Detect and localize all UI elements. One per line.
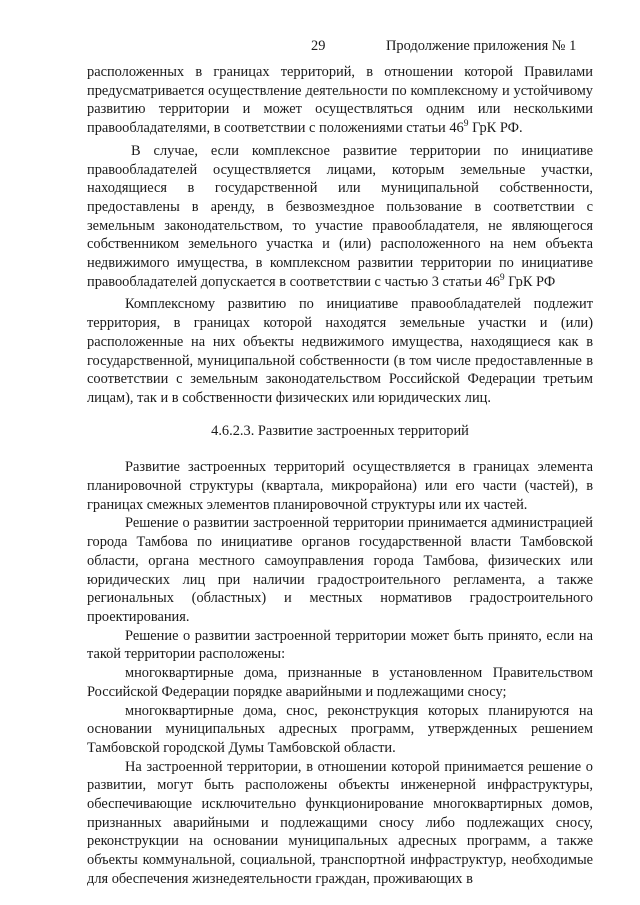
superscript: 9 xyxy=(463,119,469,130)
page-header xyxy=(0,37,640,57)
paragraph xyxy=(87,627,593,664)
paragraph-text: Комплексному развитию по инициативе правообладателей подлежит территория, в границах которой находятся земельные участки и (или) расположенные на них объекты недвижимого имущества, находящиеся как в государственной, муниципальной собственности (в том числе предоставленные в соответствии с земельным законодательством Российской Федерации третьим лицам), так и в собственности физических или юридических лиц. xyxy=(87,296,593,406)
paragraph-text: На застроенной территории, в отношении которой принимается решение о развитии, могут быть расположены объекты инженерной инфраструктуры, обеспечивающие исключительно функционирование многоквартирных домов, признанных аварийными и подлежащими сносу либо подлежащих сносу, реконструкции на основании муниципальных адресных программ, а также объекты коммунальной, социальной, транспортной инфраструктур, необходимые для обеспечения жизнедеятельности граждан, проживающих в xyxy=(87,758,593,887)
paragraph xyxy=(87,514,593,626)
superscript: 9 xyxy=(499,272,505,283)
paragraph-text: ГрК РФ xyxy=(504,273,556,290)
paragraph xyxy=(87,458,593,514)
paragraph xyxy=(87,295,593,407)
running-head: Продолжение приложения № 1 xyxy=(386,38,577,54)
paragraph-text: многоквартирные дома, признанные в установленном Правительством Российской Федерации порядке аварийными и подлежащими сносу; xyxy=(87,665,593,700)
document-body xyxy=(87,63,593,889)
list-item xyxy=(87,664,593,701)
paragraph-text: многоквартирные дома, снос, реконструкция которых планируются на основании муниципальных адресных программ, утвержденных решением Тамбовской городской Думы Тамбовской области. xyxy=(87,702,593,756)
list-item xyxy=(87,702,593,758)
paragraph-text: Решение о развитии застроенной территории может быть принято, если на такой территории расположены: xyxy=(87,627,593,663)
paragraph-text: В случае, если комплексное развитие территории по инициативе правообладателей осуществляется лицами, которым земельные участки, находящиеся в государственной или муниципальной собственности, предоставлены в аренду, в безвозмездное пользование в соответствии с земельным законодательством, то участие правообладателя, не являющегося собственником земельного участка и (или) расположенного на нем объекта недвижимого имущества, в комплексном развитии территории по инициативе правообладателей допускается в соответствии с частью 3 статьи 46 xyxy=(87,142,593,290)
paragraph-text: Решение о развитии застроенной территории принимается администрацией города Тамбова по инициативе органов государственной власти Тамбовской области, органа местного самоуправления города Тамбова, физических или юридических лиц при наличии градостроительного регламента, а также региональных (областных) и местных нормативов градостроительного проектирования. xyxy=(87,515,593,625)
paragraph xyxy=(87,63,593,138)
page-number: 29 xyxy=(311,38,326,54)
paragraph-text: Развитие застроенных территорий осуществляется в границах элемента планировочной структуры (квартала, микрорайона) или его части (частей), в границах смежных элементов планировочной структуры или их частей. xyxy=(87,459,593,513)
section-title: 4.6.2.3. Развитие застроенных территорий xyxy=(211,422,469,439)
paragraph-text: расположенных в границах территорий, в отношении которой Правилами предусматривается осуществление деятельности по комплексному и устойчивому развитию территории и может осуществляться одним или несколькими правообладателями, в соответствии с положениями статьи 46 xyxy=(87,64,593,137)
paragraph-text: ГрК РФ. xyxy=(468,120,523,137)
paragraph xyxy=(87,758,593,889)
paragraph xyxy=(87,142,593,292)
